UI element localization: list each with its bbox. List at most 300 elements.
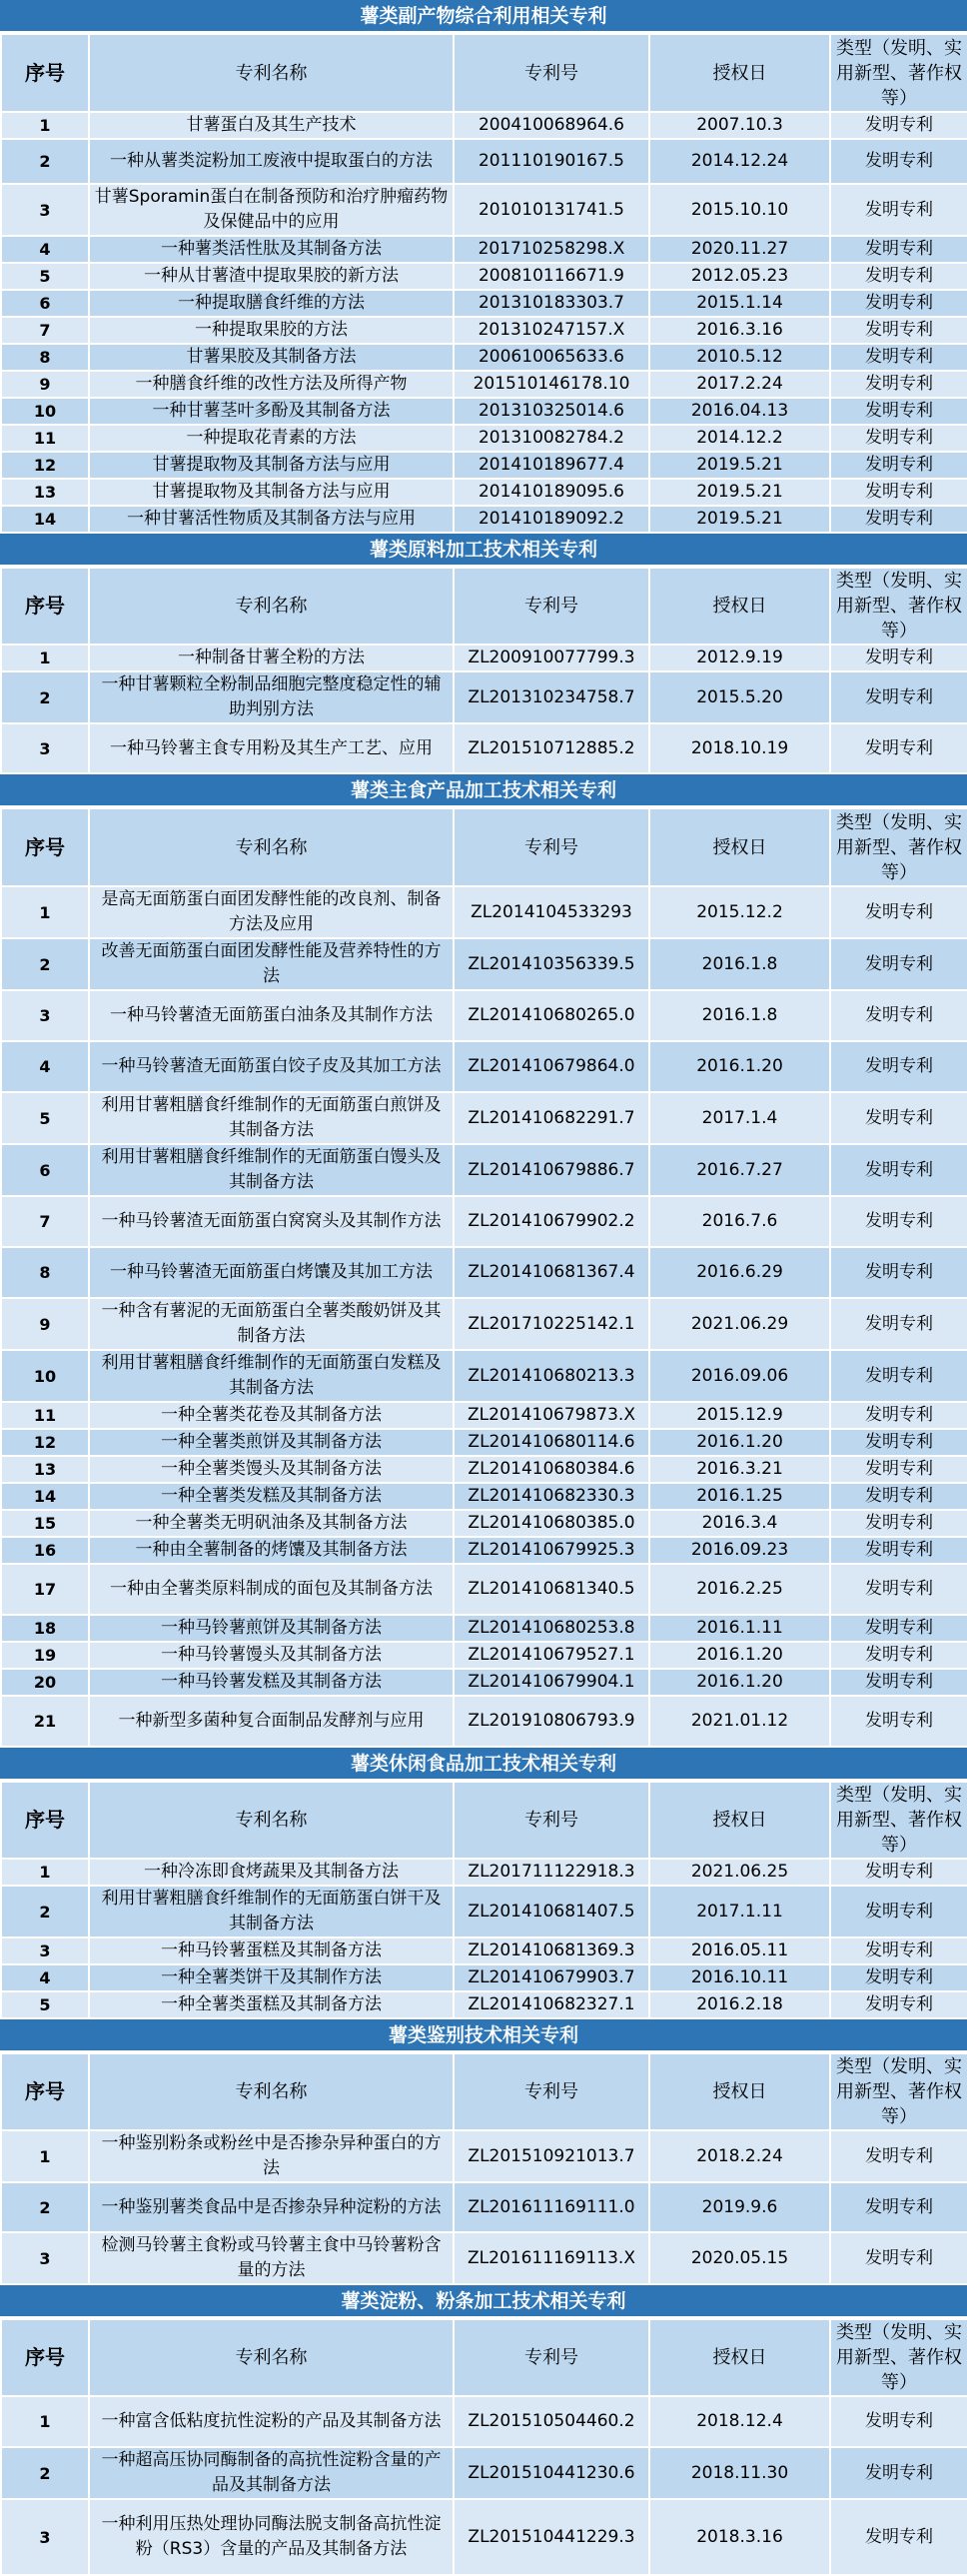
- section-title: 薯类休闲食品加工技术相关专利: [0, 1748, 967, 1781]
- row-number: 3: [1, 1937, 89, 1964]
- patent-number: ZL201410680385.0: [454, 1510, 649, 1537]
- section-title: 薯类副产物综合利用相关专利: [0, 0, 967, 33]
- patent-name: 一种全薯类煎饼及其制备方法: [89, 1429, 454, 1456]
- grant-date: 2016.10.11: [649, 1964, 830, 1991]
- table-row: [1, 2130, 967, 2182]
- row-number: 2: [1, 2182, 89, 2232]
- patent-number: 200810116671.9: [454, 263, 649, 290]
- grant-date: 2016.1.8: [649, 938, 830, 990]
- patent-type: 发明专利: [830, 425, 967, 452]
- table-row: [1, 1669, 967, 1696]
- row-number: 1: [1, 644, 89, 671]
- patent-type: 发明专利: [830, 1991, 967, 2018]
- row-number: 2: [1, 139, 89, 184]
- row-number: 6: [1, 290, 89, 317]
- patent-number: ZL201510441229.3: [454, 2499, 649, 2575]
- patent-table: [0, 807, 967, 1748]
- patent-name: 一种马铃薯发糕及其制备方法: [89, 1669, 454, 1696]
- grant-date: 2016.3.21: [649, 1456, 830, 1483]
- table-row: [1, 290, 967, 317]
- row-number: 14: [1, 1483, 89, 1510]
- patent-number: ZL201711122918.3: [454, 1859, 649, 1886]
- col-header-no: 序号: [1, 34, 89, 112]
- col-header-type: 类型（发明、实用新型、著作权等）: [830, 2053, 967, 2130]
- patent-number: ZL201410679904.1: [454, 1669, 649, 1696]
- patent-number: ZL201410679873.X: [454, 1402, 649, 1429]
- table-row: [1, 344, 967, 371]
- table-row: [1, 2499, 967, 2575]
- row-number: 1: [1, 886, 89, 938]
- col-header-name: 专利名称: [89, 808, 454, 886]
- patent-type: 发明专利: [830, 1510, 967, 1537]
- patent-type: 发明专利: [830, 317, 967, 344]
- col-header-name: 专利名称: [89, 568, 454, 644]
- table-row: [1, 886, 967, 938]
- grant-date: 2019.5.21: [649, 452, 830, 479]
- patent-type: 发明专利: [830, 1298, 967, 1350]
- row-number: 2: [1, 1886, 89, 1937]
- patent-number: ZL201410679864.0: [454, 1041, 649, 1092]
- patent-number: ZL201410679886.7: [454, 1144, 649, 1196]
- patent-name: 一种马铃薯渣无面筋蛋白烤馕及其加工方法: [89, 1247, 454, 1298]
- patent-number: ZL201410681407.5: [454, 1886, 649, 1937]
- patent-type: 发明专利: [830, 184, 967, 236]
- patent-type: 发明专利: [830, 1429, 967, 1456]
- patent-number: ZL2014104533293: [454, 886, 649, 938]
- grant-date: 2017.2.24: [649, 371, 830, 398]
- table-row: [1, 2182, 967, 2232]
- grant-date: 2017.1.11: [649, 1886, 830, 1937]
- patent-name: 一种全薯类蛋糕及其制备方法: [89, 1991, 454, 2018]
- grant-date: 2015.5.20: [649, 671, 830, 723]
- patent-type: 发明专利: [830, 1537, 967, 1564]
- patent-name: 一种冷冻即食烤蔬果及其制备方法: [89, 1859, 454, 1886]
- row-number: 16: [1, 1537, 89, 1564]
- patent-type: 发明专利: [830, 1247, 967, 1298]
- patent-name: 甘薯提取物及其制备方法与应用: [89, 452, 454, 479]
- patent-number: ZL201410680384.6: [454, 1456, 649, 1483]
- header-row: [1, 2053, 967, 2130]
- row-number: 12: [1, 1429, 89, 1456]
- patent-name: 一种全薯类饼干及其制作方法: [89, 1964, 454, 1991]
- grant-date: 2021.06.25: [649, 1859, 830, 1886]
- col-header-name: 专利名称: [89, 34, 454, 112]
- grant-date: 2018.2.24: [649, 2130, 830, 2182]
- table-row: [1, 1350, 967, 1402]
- patent-number: ZL201510441230.6: [454, 2447, 649, 2499]
- patent-type: 发明专利: [830, 886, 967, 938]
- row-number: 1: [1, 2130, 89, 2182]
- patent-type: 发明专利: [830, 1615, 967, 1642]
- patent-number: ZL201710225142.1: [454, 1298, 649, 1350]
- table-row: [1, 398, 967, 425]
- col-header-no: 序号: [1, 568, 89, 644]
- table-row: [1, 644, 967, 671]
- patent-number: ZL201410679903.7: [454, 1964, 649, 1991]
- patent-type: 发明专利: [830, 236, 967, 263]
- grant-date: 2015.1.14: [649, 290, 830, 317]
- patent-name: 一种全薯类馒头及其制备方法: [89, 1456, 454, 1483]
- patent-name: 一种马铃薯渣无面筋蛋白饺子皮及其加工方法: [89, 1041, 454, 1092]
- patent-name: 一种超高压协同酶制备的高抗性淀粉含量的产品及其制备方法: [89, 2447, 454, 2499]
- grant-date: 2016.09.23: [649, 1537, 830, 1564]
- patent-name: 利用甘薯粗膳食纤维制作的无面筋蛋白煎饼及其制备方法: [89, 1092, 454, 1144]
- table-row: [1, 2447, 967, 2499]
- patent-type: 发明专利: [830, 1886, 967, 1937]
- col-header-no: 序号: [1, 808, 89, 886]
- patent-type: 发明专利: [830, 723, 967, 773]
- patent-type: 发明专利: [830, 1696, 967, 1747]
- patent-number: ZL201410680213.3: [454, 1350, 649, 1402]
- col-header-patent-no: 专利号: [454, 2053, 649, 2130]
- patent-number: ZL200910077799.3: [454, 644, 649, 671]
- row-number: 3: [1, 990, 89, 1041]
- patent-number: ZL201410681369.3: [454, 1937, 649, 1964]
- patent-number: ZL201611169111.0: [454, 2182, 649, 2232]
- patent-name: 甘薯果胶及其制备方法: [89, 344, 454, 371]
- patent-name: 一种含有薯泥的无面筋蛋白全薯类酸奶饼及其制备方法: [89, 1298, 454, 1350]
- patent-number: ZL201510712885.2: [454, 723, 649, 773]
- patent-type: 发明专利: [830, 371, 967, 398]
- grant-date: 2016.1.20: [649, 1429, 830, 1456]
- row-number: 12: [1, 452, 89, 479]
- patent-type: 发明专利: [830, 479, 967, 506]
- patent-table: [0, 1781, 967, 2019]
- table-row: [1, 2232, 967, 2284]
- row-number: 9: [1, 1298, 89, 1350]
- table-row: [1, 671, 967, 723]
- patent-type: 发明专利: [830, 938, 967, 990]
- table-row: [1, 1510, 967, 1537]
- col-header-patent-no: 专利号: [454, 34, 649, 112]
- table-row: [1, 1696, 967, 1747]
- grant-date: 2015.12.9: [649, 1402, 830, 1429]
- patent-name: 一种甘薯颗粒全粉制品细胞完整度稳定性的辅助判别方法: [89, 671, 454, 723]
- grant-date: 2016.05.11: [649, 1937, 830, 1964]
- patent-type: 发明专利: [830, 2447, 967, 2499]
- table-row: [1, 938, 967, 990]
- table-row: [1, 1537, 967, 1564]
- row-number: 15: [1, 1510, 89, 1537]
- table-row: [1, 371, 967, 398]
- patent-name: 一种由全薯制备的烤馕及其制备方法: [89, 1537, 454, 1564]
- patent-number: ZL201410682330.3: [454, 1483, 649, 1510]
- patent-type: 发明专利: [830, 290, 967, 317]
- table-row: [1, 1937, 967, 1964]
- grant-date: 2016.2.25: [649, 1564, 830, 1615]
- patent-name: 甘薯提取物及其制备方法与应用: [89, 479, 454, 506]
- patent-name: 利用甘薯粗膳食纤维制作的无面筋蛋白饼干及其制备方法: [89, 1886, 454, 1937]
- grant-date: 2012.9.19: [649, 644, 830, 671]
- patent-type: 发明专利: [830, 2499, 967, 2575]
- grant-date: 2016.1.20: [649, 1669, 830, 1696]
- table-row: [1, 1092, 967, 1144]
- table-row: [1, 1991, 967, 2018]
- patent-number: ZL201410679527.1: [454, 1642, 649, 1669]
- patent-type: 发明专利: [830, 452, 967, 479]
- table-row: [1, 1642, 967, 1669]
- grant-date: 2021.06.29: [649, 1298, 830, 1350]
- col-header-type: 类型（发明、实用新型、著作权等）: [830, 808, 967, 886]
- patent-type: 发明专利: [830, 2130, 967, 2182]
- patent-number: 201510146178.10: [454, 371, 649, 398]
- table-row: [1, 112, 967, 139]
- patent-type: 发明专利: [830, 1144, 967, 1196]
- patent-type: 发明专利: [830, 1642, 967, 1669]
- patent-type: 发明专利: [830, 1937, 967, 1964]
- patent-name: 一种马铃薯主食专用粉及其生产工艺、应用: [89, 723, 454, 773]
- grant-date: 2015.10.10: [649, 184, 830, 236]
- row-number: 4: [1, 1964, 89, 1991]
- patent-number: ZL201410680114.6: [454, 1429, 649, 1456]
- grant-date: 2021.01.12: [649, 1696, 830, 1747]
- row-number: 13: [1, 479, 89, 506]
- grant-date: 2019.5.21: [649, 506, 830, 533]
- header-row: [1, 808, 967, 886]
- patent-name: 改善无面筋蛋白面团发酵性能及营养特性的方法: [89, 938, 454, 990]
- patent-name: 一种制备甘薯全粉的方法: [89, 644, 454, 671]
- table-row: [1, 236, 967, 263]
- col-header-date: 授权日: [649, 2319, 830, 2396]
- patent-name: 一种利用压热处理协同酶法脱支制备高抗性淀粉（RS3）含量的产品及其制备方法: [89, 2499, 454, 2575]
- patent-name: 一种鉴别粉条或粉丝中是否掺杂异种蛋白的方法: [89, 2130, 454, 2182]
- grant-date: 2016.1.25: [649, 1483, 830, 1510]
- grant-date: 2017.1.4: [649, 1092, 830, 1144]
- row-number: 14: [1, 506, 89, 533]
- patent-number: ZL201310234758.7: [454, 671, 649, 723]
- patent-number: 201310247157.X: [454, 317, 649, 344]
- col-header-no: 序号: [1, 1782, 89, 1859]
- patent-type: 发明专利: [830, 1041, 967, 1092]
- grant-date: 2018.11.30: [649, 2447, 830, 2499]
- table-row: [1, 425, 967, 452]
- col-header-type: 类型（发明、实用新型、著作权等）: [830, 1782, 967, 1859]
- patent-name: 一种从甘薯渣中提取果胶的新方法: [89, 263, 454, 290]
- col-header-name: 专利名称: [89, 2053, 454, 2130]
- grant-date: 2016.1.20: [649, 1041, 830, 1092]
- row-number: 8: [1, 344, 89, 371]
- patent-number: ZL201410356339.5: [454, 938, 649, 990]
- grant-date: 2016.7.27: [649, 1144, 830, 1196]
- row-number: 3: [1, 2499, 89, 2575]
- patent-name: 一种马铃薯渣无面筋蛋白油条及其制作方法: [89, 990, 454, 1041]
- grant-date: 2016.2.18: [649, 1991, 830, 2018]
- patent-type: 发明专利: [830, 1669, 967, 1696]
- col-header-patent-no: 专利号: [454, 568, 649, 644]
- grant-date: 2018.3.16: [649, 2499, 830, 2575]
- patent-type: 发明专利: [830, 644, 967, 671]
- grant-date: 2016.7.6: [649, 1196, 830, 1247]
- patent-type: 发明专利: [830, 506, 967, 533]
- col-header-no: 序号: [1, 2319, 89, 2396]
- row-number: 8: [1, 1247, 89, 1298]
- table-row: [1, 1615, 967, 1642]
- grant-date: 2016.09.06: [649, 1350, 830, 1402]
- grant-date: 2014.12.2: [649, 425, 830, 452]
- patent-name: 一种富含低粘度抗性淀粉的产品及其制备方法: [89, 2396, 454, 2447]
- row-number: 21: [1, 1696, 89, 1747]
- patent-number: ZL201510921013.7: [454, 2130, 649, 2182]
- patent-type: 发明专利: [830, 1350, 967, 1402]
- patent-number: 201110190167.5: [454, 139, 649, 184]
- patent-table: [0, 2052, 967, 2285]
- patent-number: ZL201910806793.9: [454, 1696, 649, 1747]
- patent-name: 一种提取花青素的方法: [89, 425, 454, 452]
- patent-name: 一种由全薯类原料制成的面包及其制备方法: [89, 1564, 454, 1615]
- row-number: 3: [1, 184, 89, 236]
- table-row: [1, 452, 967, 479]
- table-row: [1, 2396, 967, 2447]
- patent-name: 一种提取膳食纤维的方法: [89, 290, 454, 317]
- row-number: 4: [1, 1041, 89, 1092]
- col-header-date: 授权日: [649, 34, 830, 112]
- col-header-type: 类型（发明、实用新型、著作权等）: [830, 34, 967, 112]
- patent-type: 发明专利: [830, 263, 967, 290]
- grant-date: 2016.6.29: [649, 1247, 830, 1298]
- grant-date: 2015.12.2: [649, 886, 830, 938]
- grant-date: 2016.3.16: [649, 317, 830, 344]
- row-number: 1: [1, 1859, 89, 1886]
- grant-date: 2016.3.4: [649, 1510, 830, 1537]
- grant-date: 2016.04.13: [649, 398, 830, 425]
- col-header-name: 专利名称: [89, 2319, 454, 2396]
- col-header-type: 类型（发明、实用新型、著作权等）: [830, 568, 967, 644]
- patent-name: 一种马铃薯煎饼及其制备方法: [89, 1615, 454, 1642]
- patent-type: 发明专利: [830, 139, 967, 184]
- grant-date: 2020.05.15: [649, 2232, 830, 2284]
- row-number: 13: [1, 1456, 89, 1483]
- col-header-date: 授权日: [649, 1782, 830, 1859]
- table-row: [1, 1402, 967, 1429]
- table-row: [1, 1456, 967, 1483]
- table-row: [1, 1859, 967, 1886]
- header-row: [1, 2319, 967, 2396]
- patent-number: 201010131741.5: [454, 184, 649, 236]
- row-number: 7: [1, 317, 89, 344]
- col-header-patent-no: 专利号: [454, 1782, 649, 1859]
- table-row: [1, 506, 967, 533]
- patent-name: 一种新型多菌种复合面制品发酵剂与应用: [89, 1696, 454, 1747]
- patent-name: 检测马铃薯主食粉或马铃薯主食中马铃薯粉含量的方法: [89, 2232, 454, 2284]
- patent-table: [0, 567, 967, 774]
- patent-name: 一种甘薯茎叶多酚及其制备方法: [89, 398, 454, 425]
- col-header-patent-no: 专利号: [454, 808, 649, 886]
- table-row: [1, 1886, 967, 1937]
- table-row: [1, 1247, 967, 1298]
- row-number: 7: [1, 1196, 89, 1247]
- patent-name: 利用甘薯粗膳食纤维制作的无面筋蛋白馒头及其制备方法: [89, 1144, 454, 1196]
- patent-name: 一种膳食纤维的改性方法及所得产物: [89, 371, 454, 398]
- patent-name: 是高无面筋蛋白面团发酵性能的改良剂、制备方法及应用: [89, 886, 454, 938]
- patent-number: ZL201410681340.5: [454, 1564, 649, 1615]
- patent-type: 发明专利: [830, 1483, 967, 1510]
- row-number: 6: [1, 1144, 89, 1196]
- table-row: [1, 263, 967, 290]
- grant-date: 2014.12.24: [649, 139, 830, 184]
- col-header-date: 授权日: [649, 568, 830, 644]
- patent-name: 一种马铃薯蛋糕及其制备方法: [89, 1937, 454, 1964]
- table-row: [1, 1564, 967, 1615]
- patent-table: [0, 2318, 967, 2576]
- table-row: [1, 479, 967, 506]
- col-header-type: 类型（发明、实用新型、著作权等）: [830, 2319, 967, 2396]
- patent-number: ZL201410679925.3: [454, 1537, 649, 1564]
- patent-type: 发明专利: [830, 398, 967, 425]
- patent-type: 发明专利: [830, 1564, 967, 1615]
- grant-date: 2018.12.4: [649, 2396, 830, 2447]
- header-row: [1, 34, 967, 112]
- patent-type: 发明专利: [830, 671, 967, 723]
- row-number: 2: [1, 671, 89, 723]
- patent-name: 一种全薯类发糕及其制备方法: [89, 1483, 454, 1510]
- grant-date: 2019.9.6: [649, 2182, 830, 2232]
- patent-name: 一种甘薯活性物质及其制备方法与应用: [89, 506, 454, 533]
- table-row: [1, 317, 967, 344]
- row-number: 4: [1, 236, 89, 263]
- patent-name: 一种鉴别薯类食品中是否掺杂异种淀粉的方法: [89, 2182, 454, 2232]
- row-number: 18: [1, 1615, 89, 1642]
- grant-date: 2012.05.23: [649, 263, 830, 290]
- grant-date: 2016.1.11: [649, 1615, 830, 1642]
- col-header-name: 专利名称: [89, 1782, 454, 1859]
- patent-number: ZL201410681367.4: [454, 1247, 649, 1298]
- patent-number: ZL201410679902.2: [454, 1196, 649, 1247]
- row-number: 3: [1, 2232, 89, 2284]
- row-number: 1: [1, 112, 89, 139]
- patent-type: 发明专利: [830, 1402, 967, 1429]
- row-number: 10: [1, 1350, 89, 1402]
- section-title: 薯类原料加工技术相关专利: [0, 534, 967, 567]
- row-number: 5: [1, 1092, 89, 1144]
- grant-date: 2016.1.20: [649, 1642, 830, 1669]
- patent-name: 一种薯类活性肽及其制备方法: [89, 236, 454, 263]
- patent-number: 201710258298.X: [454, 236, 649, 263]
- col-header-date: 授权日: [649, 808, 830, 886]
- section-title: 薯类鉴别技术相关专利: [0, 2019, 967, 2052]
- row-number: 20: [1, 1669, 89, 1696]
- patent-type: 发明专利: [830, 990, 967, 1041]
- patent-type: 发明专利: [830, 1456, 967, 1483]
- patent-number: ZL201611169113.X: [454, 2232, 649, 2284]
- patent-type: 发明专利: [830, 1092, 967, 1144]
- patent-name: 一种全薯类无明矾油条及其制备方法: [89, 1510, 454, 1537]
- table-row: [1, 1041, 967, 1092]
- patent-name: 一种全薯类花卷及其制备方法: [89, 1402, 454, 1429]
- row-number: 5: [1, 1991, 89, 2018]
- grant-date: 2007.10.3: [649, 112, 830, 139]
- col-header-patent-no: 专利号: [454, 2319, 649, 2396]
- table-row: [1, 1298, 967, 1350]
- table-row: [1, 139, 967, 184]
- col-header-date: 授权日: [649, 2053, 830, 2130]
- patent-name: 一种提取果胶的方法: [89, 317, 454, 344]
- section-title: 薯类主食产品加工技术相关专利: [0, 774, 967, 807]
- patent-type: 发明专利: [830, 344, 967, 371]
- table-row: [1, 723, 967, 773]
- section-title: 薯类淀粉、粉条加工技术相关专利: [0, 2285, 967, 2318]
- grant-date: 2010.5.12: [649, 344, 830, 371]
- row-number: 1: [1, 2396, 89, 2447]
- table-row: [1, 184, 967, 236]
- patent-type: 发明专利: [830, 2182, 967, 2232]
- patent-name: 一种马铃薯馒头及其制备方法: [89, 1642, 454, 1669]
- row-number: 10: [1, 398, 89, 425]
- patent-number: ZL201410682327.1: [454, 1991, 649, 2018]
- patent-type: 发明专利: [830, 2232, 967, 2284]
- grant-date: 2016.1.8: [649, 990, 830, 1041]
- table-row: [1, 1196, 967, 1247]
- patent-number: 200410068964.6: [454, 112, 649, 139]
